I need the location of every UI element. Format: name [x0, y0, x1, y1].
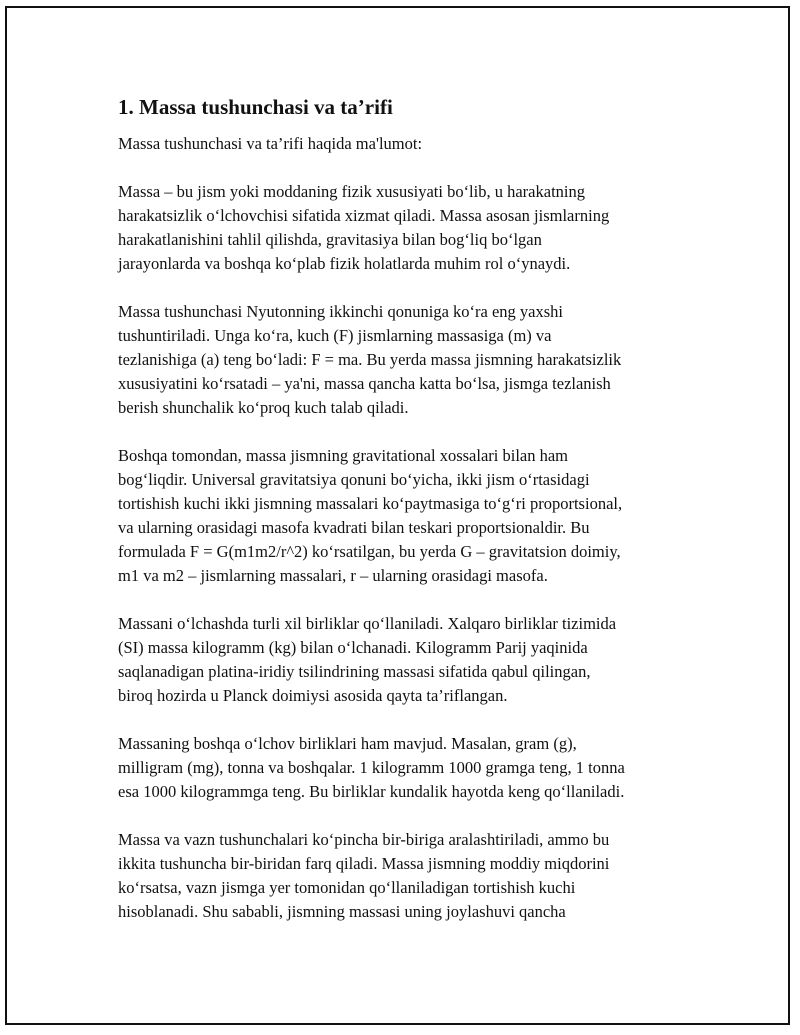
paragraph-1	[118, 180, 688, 276]
text-line: xususiyatini ko‘rsatadi – ya'ni, massa qancha katta bo‘lsa, jismga tezlanish	[118, 374, 611, 393]
text-line: jarayonlarda va boshqa ko‘plab fizik holatlarda muhim rol o‘ynaydi.	[118, 254, 571, 273]
text-line: ko‘rsatsa, vazn jismga yer tomonidan qo‘llaniladigan tortishish kuchi	[118, 878, 576, 897]
text-line: m1 va m2 – jismlarning massalari, r – ularning orasidagi masofa.	[118, 566, 548, 585]
text-line: Massa tushunchasi Nyutonning ikkinchi qonuniga ko‘ra eng yaxshi	[118, 302, 563, 321]
text-line: tortishish kuchi ikki jismning massalari ko‘paytmasiga to‘g‘ri proportsional,	[118, 494, 623, 513]
text-line: Massa va vazn tushunchalari ko‘pincha bir-biriga aralashtiriladi, ammo bu	[118, 830, 610, 849]
text-line: tushuntiriladi. Unga ko‘ra, kuch (F) jismlarning massasiga (m) va	[118, 326, 552, 345]
text-line: va ularning orasidagi masofa kvadrati bilan teskari proportsionaldir. Bu	[118, 518, 590, 537]
text-line: Massa – bu jism yoki moddaning fizik xususiyati bo‘lib, u harakatning	[118, 182, 585, 201]
text-line: bog‘liqdir. Universal gravitatsiya qonuni bo‘yicha, ikki jism o‘rtasidagi	[118, 470, 590, 489]
text-line: harakatlanishini tahlil qilishda, gravitasiya bilan bog‘liq bo‘lgan	[118, 230, 542, 249]
text-line: saqlanadigan platina-iridiy tsilindrining massasi sifatida qabul qilingan,	[118, 662, 591, 681]
paragraph-3	[118, 444, 688, 588]
intro-text: Massa tushunchasi va ta’rifi haqida ma'lumot:	[118, 134, 423, 153]
text-line: (SI) massa kilogramm (kg) bilan o‘lchanadi. Kilogramm Parij yaqinida	[118, 638, 588, 657]
document-title: 1. Massa tushunchasi va ta’rifi	[118, 95, 393, 119]
document-body	[118, 94, 688, 948]
text-line: milligram (mg), tonna va boshqalar. 1 kilogramm 1000 gramga teng, 1 tonna	[118, 758, 625, 777]
text-line: hisoblanadi. Shu sababli, jismning massasi uning joylashuvi qancha	[118, 902, 566, 921]
text-line: Boshqa tomondan, massa jismning gravitational xossalari bilan ham	[118, 446, 569, 465]
text-line: formulada F = G(m1m2/r^2) ko‘rsatilgan, bu yerda G – gravitatsion doimiy,	[118, 542, 621, 561]
paragraph-4	[118, 612, 688, 708]
text-line: berish shunchalik ko‘proq kuch talab qiladi.	[118, 398, 409, 417]
text-line: harakatsizlik o‘lchovchisi sifatida xizmat qiladi. Massa asosan jismlarning	[118, 206, 610, 225]
text-line: tezlanishiga (a) teng bo‘ladi: F = ma. Bu yerda massa jismning harakatsizlik	[118, 350, 622, 369]
text-line: biroq hozirda u Planck doimiysi asosida qayta ta’riflangan.	[118, 686, 508, 705]
paragraph-6	[118, 828, 688, 924]
text-line: ikkita tushuncha bir-biridan farq qiladi. Massa jismning moddiy miqdorini	[118, 854, 610, 873]
paragraph-5	[118, 732, 688, 804]
paragraph-2	[118, 300, 688, 420]
text-line: esa 1000 kilogrammga teng. Bu birliklar kundalik hayotda keng qo‘llaniladi.	[118, 782, 625, 801]
text-line: Massaning boshqa o‘lchov birliklari ham mavjud. Masalan, gram (g),	[118, 734, 577, 753]
text-line: Massani o‘lchashda turli xil birliklar qo‘llaniladi. Xalqaro birliklar tizimida	[118, 614, 617, 633]
